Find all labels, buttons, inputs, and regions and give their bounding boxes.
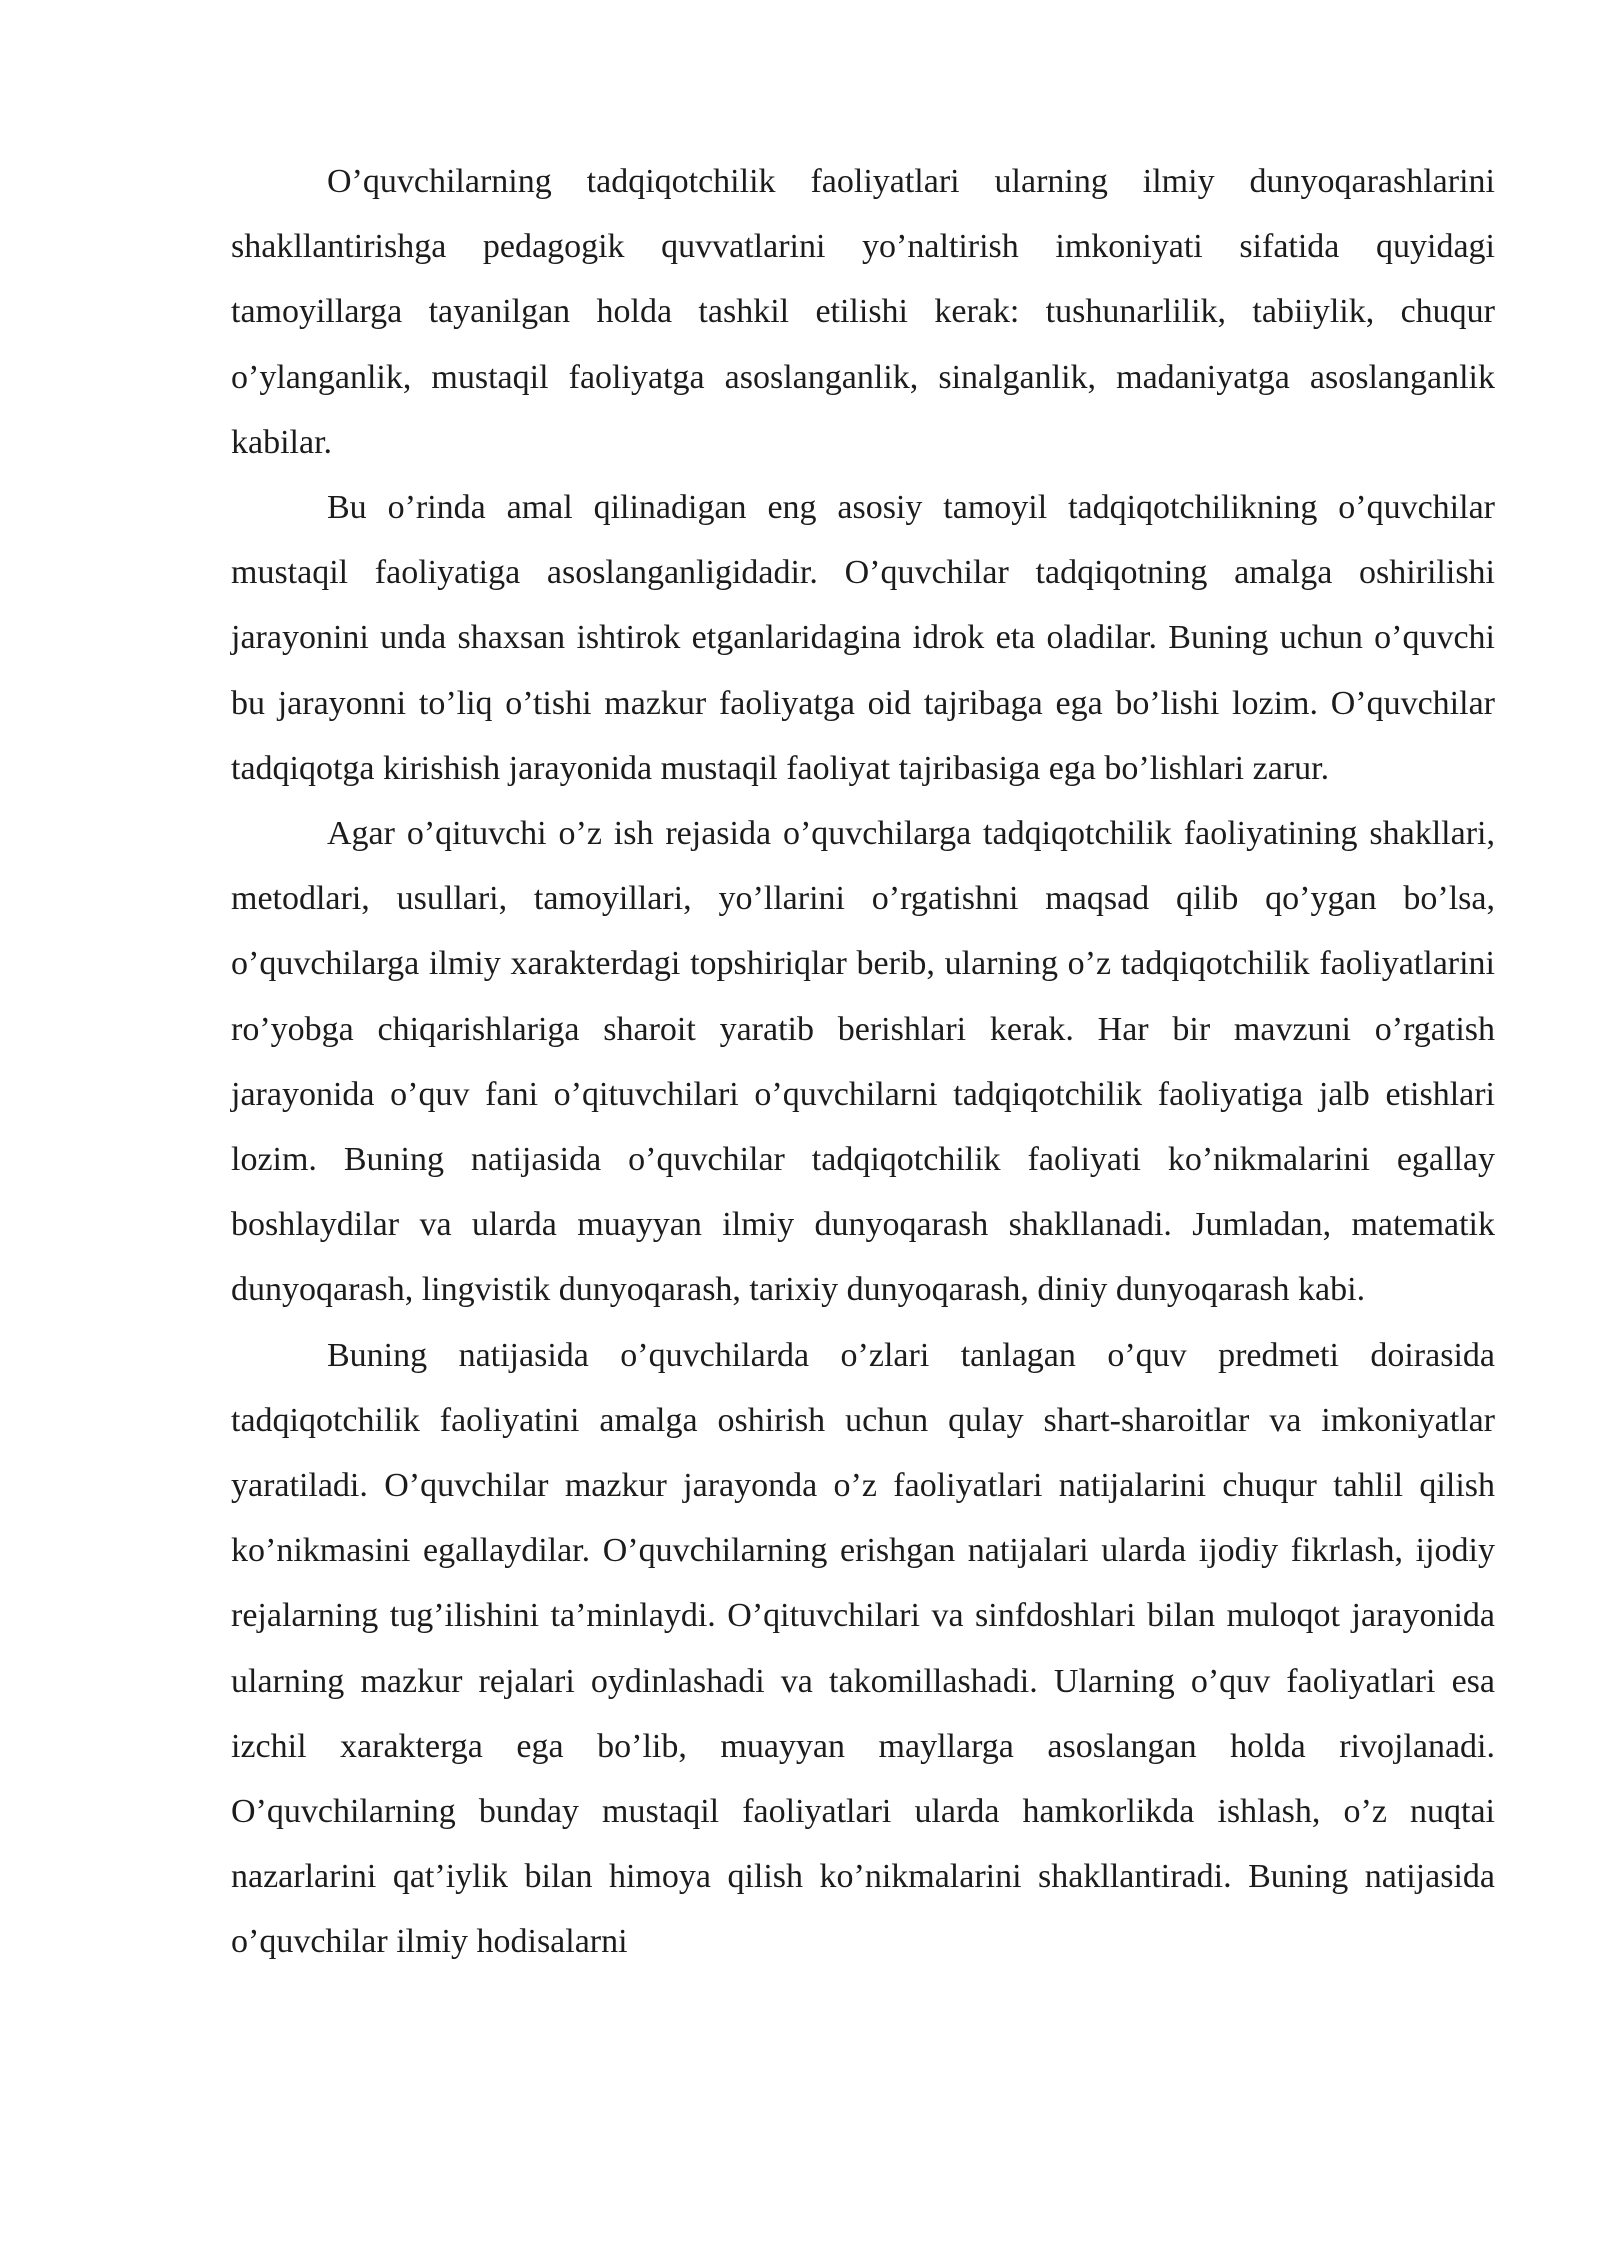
paragraph-1: O’quvchilarning tadqiqotchilik faoliyatlari ularning ilmiy dunyoqarashlarini shakllantirishga pedagogik quvvatlarini yo’naltirish imkoniyati sifatida quyidagi tamoyillarga tayanilgan holda tashkil etilishi kerak: tushunarlilik, tabiiylik, chuqur o’ylanganlik, mustaqil faoliyatga asoslanganlik, sinalganlik, madaniyatga asoslanganlik kabilar. bbox=[231, 163, 1495, 461]
paragraph-4: Buning natijasida o’quvchilarda o’zlari tanlagan o’quv predmeti doirasida tadqiqotchilik faoliyatini amalga oshirish uchun qulay shart-sharoitlar va imkoniyatlar yaratiladi. O’quvchilar mazkur jarayonda o’z faoliyatlari natijalarini chuqur tahlil qilish ko’nikmasini egallaydilar. O’quvchilarning erishgan natijalari ularda ijodiy fikrlash, ijodiy rejalarning tug’ilishini ta’minlaydi. O’qituvchilari va sinfdoshlari bilan muloqot jarayonida ularning mazkur rejalari oydinlashadi va takomillashadi. Ularning o’quv faoliyatlari esa izchil xarakterga ega bo’lib, muayyan mayllarga asoslangan holda rivojlanadi. O’quvchilarning bunday mustaqil faoliyatlari ularda hamkorlikda ishlash, o’z nuqtai nazarlarini qat’iylik bilan himoya qilish ko’nikmalarini shakllantiradi. Buning natijasida o’quvchilar ilmiy hodisalarni bbox=[231, 1336, 1495, 1961]
paragraph-3: Agar o’qituvchi o’z ish rejasida o’quvchilarga tadqiqotchilik faoliyatining shakllari, metodlari, usullari, tamoyillari, yo’llarini o’rgatishni maqsad qilib qo’ygan bo’lsa, o’quvchilarga ilmiy xarakterdagi topshiriqlar berib, ularning o’z tadqiqotchilik faoliyatlarini ro’yobga chiqarishlariga sharoit yaratib berishlari kerak. Har bir mavzuni o’rgatish jarayonida o’quv fani o’qituvchilari o’quvchilarni tadqiqotchilik faoliyatiga jalb etishlari lozim. Buning natijasida o’quvchilar tadqiqotchilik faoliyati ko’nikmalarini egallay boshlaydilar va ularda muayyan ilmiy dunyoqarash shakllanadi. Jumladan, matematik dunyoqarash, lingvistik dunyoqarash, tarixiy dunyoqarash, diniy dunyoqarash kabi. bbox=[231, 815, 1495, 1309]
paragraph-2: Bu o’rinda amal qilinadigan eng asosiy tamoyil tadqiqotchilikning o’quvchilar mustaqil faoliyatiga asoslanganligidadir. O’quvchilar tadqiqotning amalga oshirilishi jarayonini unda shaxsan ishtirok etganlaridagina idrok eta oladilar. Buning uchun o’quvchi bu jarayonni to’liq o’tishi mazkur faoliyatga oid tajribaga ega bo’lishi lozim. O’quvchilar tadqiqotga kirishish jarayonida mustaqil faoliyat tajribasiga ega bo’lishlari zarur. bbox=[231, 489, 1495, 787]
document-body bbox=[231, 149, 1495, 1975]
